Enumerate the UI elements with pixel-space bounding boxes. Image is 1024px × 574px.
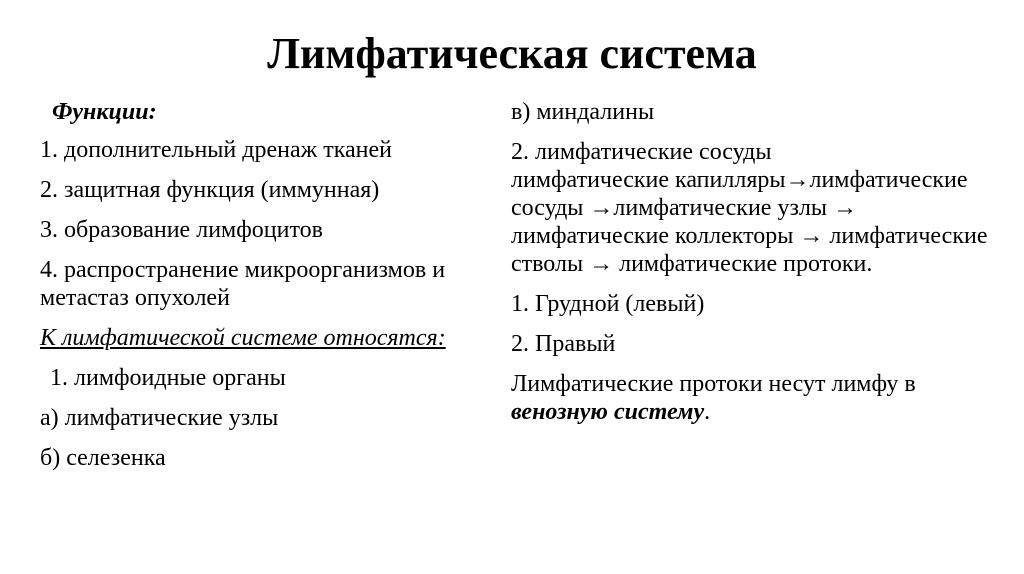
vessels-block xyxy=(511,138,991,278)
slide-title: Лимфатическая система xyxy=(267,29,757,78)
conclusion xyxy=(511,370,991,426)
duct-item: 2. Правый xyxy=(511,331,616,357)
conclusion-emphasis: венозную систему xyxy=(511,399,705,425)
system-heading: К лимфатической системе относятся: xyxy=(40,325,446,351)
function-item: 3. образование лимфоцитов xyxy=(40,217,323,243)
organ-item: а) лимфатические узлы xyxy=(40,405,279,431)
organ-item-tonsils: в) миндалины xyxy=(511,99,655,125)
functions-heading: Функции: xyxy=(52,99,157,125)
vessels-chain: лимфатические капилляры→лимфатические сосуды →лимфатические узлы → лимфатические коллекторы → лимфатические стволы → лимфатические протоки. xyxy=(511,167,988,277)
lymphoid-organs: 1. лимфоидные органы xyxy=(50,365,286,391)
vessels-heading: 2. лимфатические сосуды xyxy=(511,139,772,165)
function-item: 4. распространение микроорганизмов и метастаз опухолей xyxy=(40,257,446,311)
right-column xyxy=(511,98,991,438)
function-item: 2. защитная функция (иммунная) xyxy=(40,177,380,203)
function-item: 1. дополнительный дренаж тканей xyxy=(40,137,392,163)
conclusion-prefix: Лимфатические протоки несут лимфу в xyxy=(511,371,916,397)
left-column xyxy=(40,98,490,484)
duct-item: 1. Грудной (левый) xyxy=(511,291,705,317)
conclusion-suffix: . xyxy=(704,399,711,425)
organ-item: б) селезенка xyxy=(40,445,166,471)
